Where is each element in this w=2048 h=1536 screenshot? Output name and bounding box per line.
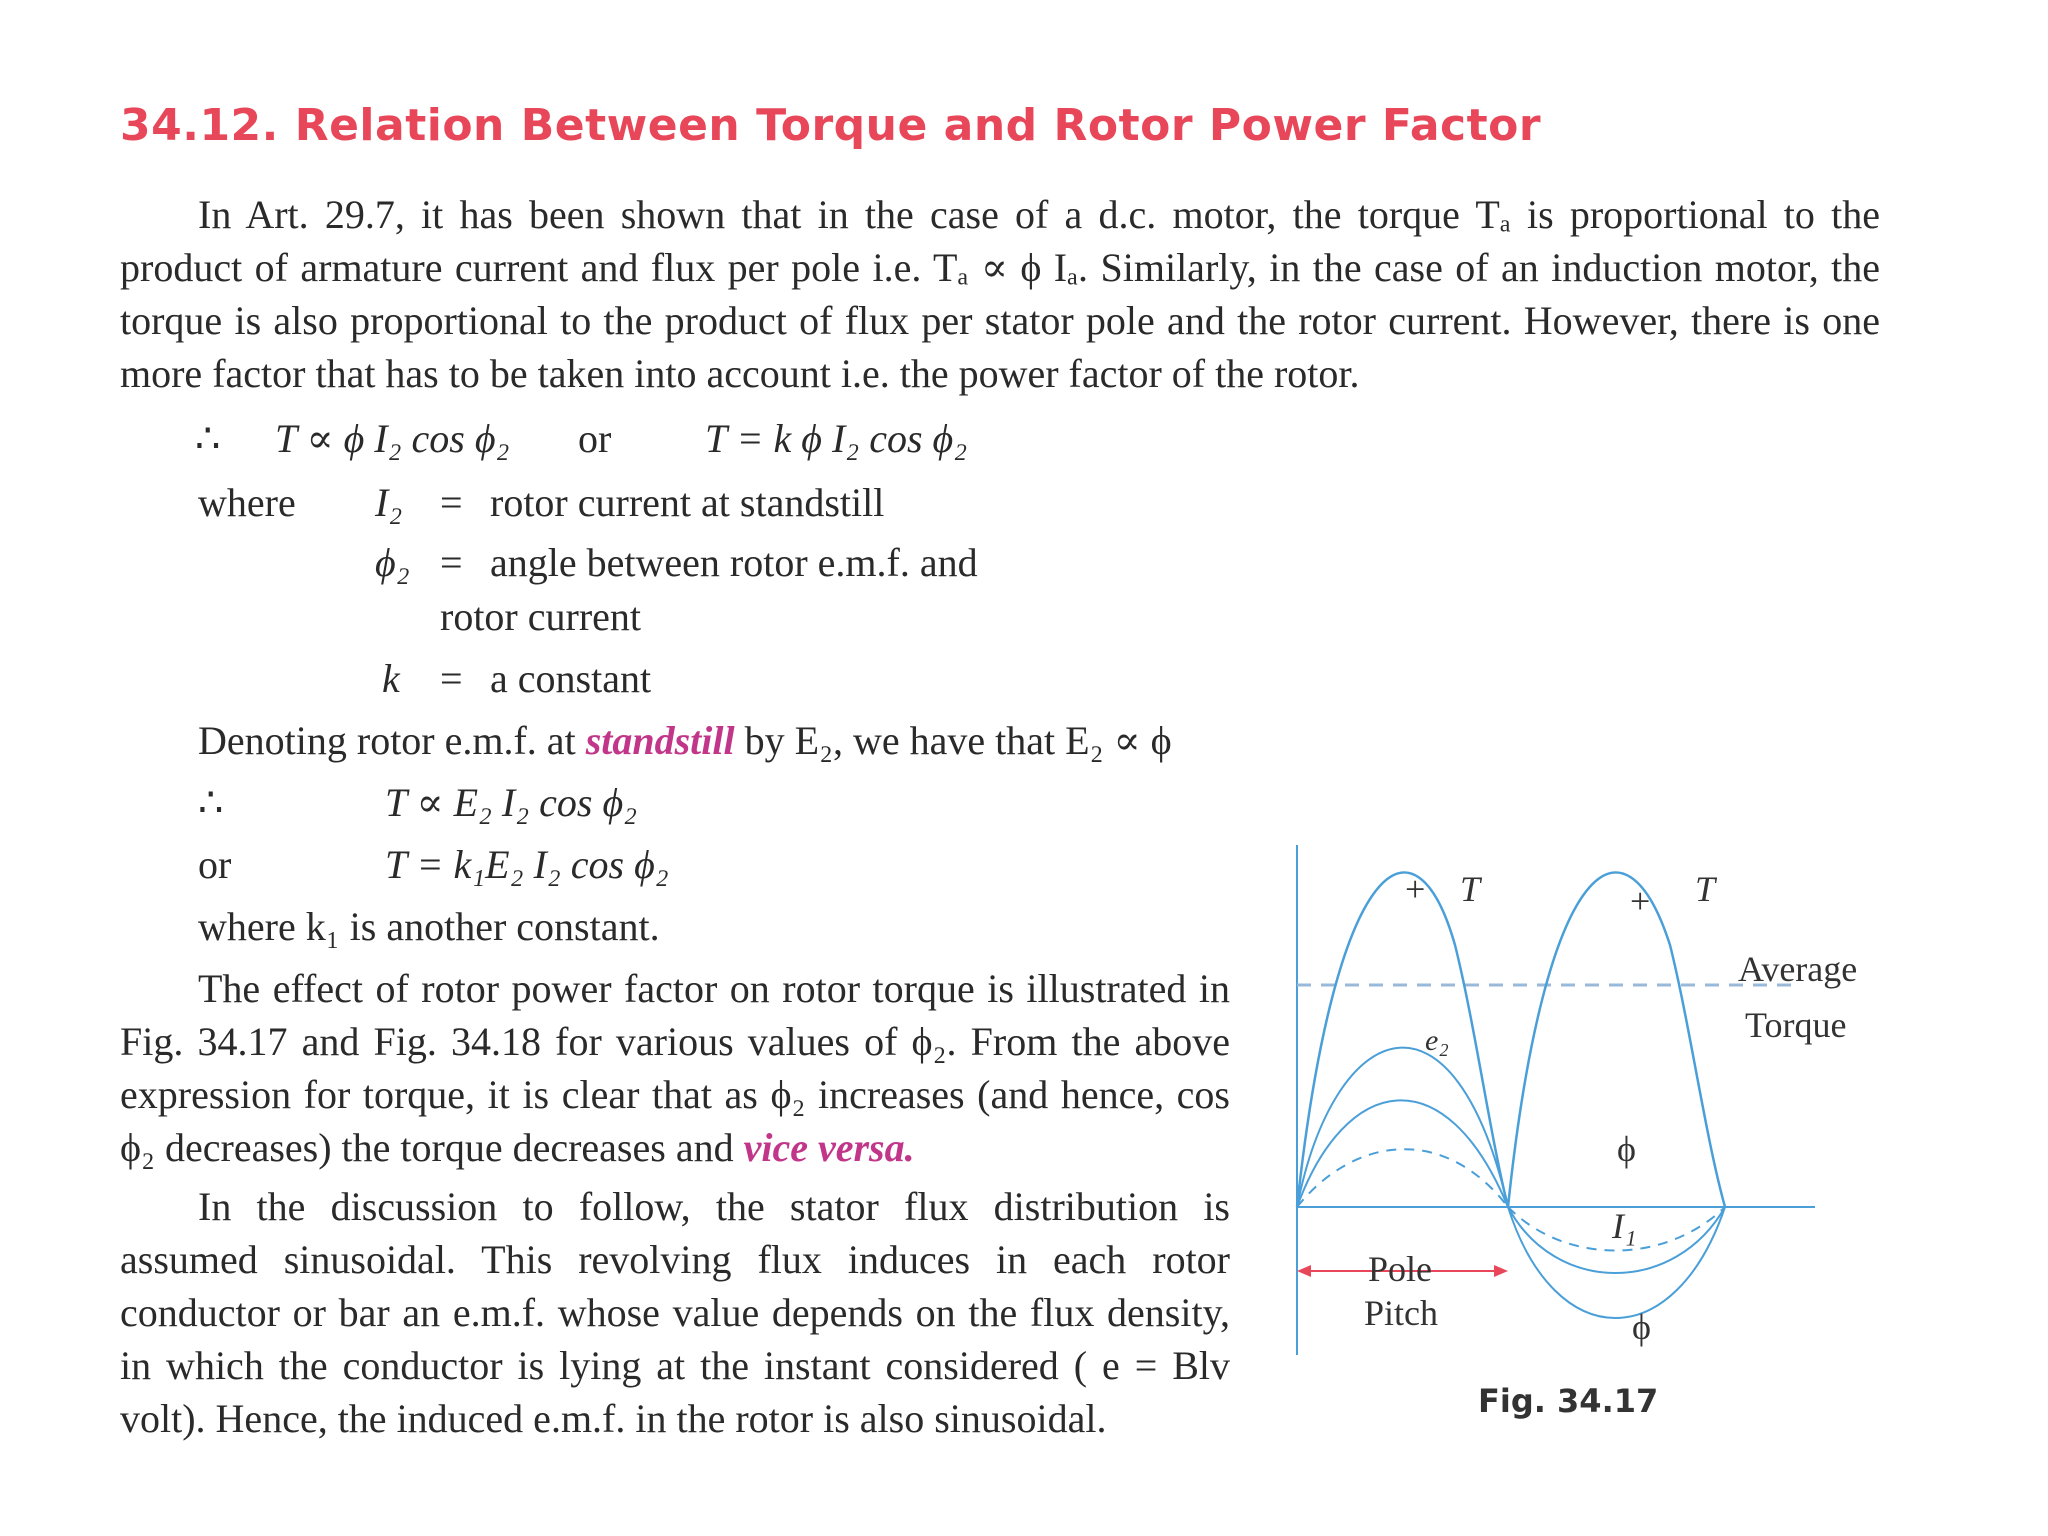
plus-sign-left: +: [1405, 869, 1426, 909]
discussion-paragraph: In the discussion to follow, the stator flux distribution is assumed sinusoidal. This revolving flux induces in each rotor conductor or bar an e.m.f. whose value depends on the flux density, in which the conductor is lying at the instant considered ( e = Blv volt). Hence, the induced e.m.f. in the rotor is also sinusoidal.: [120, 1184, 1230, 1441]
eq2-therefore: ∴: [198, 780, 224, 825]
torque-label-left: T: [1460, 869, 1481, 909]
intro-paragraph: In Art. 29.7, it has been shown that in the case of a d.c. motor, the torque Tₐ is proportional to the product of armature current and flux per pole i.e. Tₐ ∝ ϕ Iₐ. Similarly, in the case of an induction motor, the torque is also proportional to the product of flux per stator pole and the rotor current. However, there is one more factor that has to be taken into account i.e. the power factor of the rotor.: [120, 192, 1880, 396]
plus-sign-right: +: [1630, 881, 1651, 921]
pitch-label: Pitch: [1364, 1293, 1439, 1333]
eq1-or: or: [578, 416, 612, 461]
emf-curve-left: [1297, 1100, 1508, 1207]
def-symbol-phi2: ϕ₂: [375, 540, 410, 585]
vice-versa-highlight: vice versa.: [743, 1125, 915, 1170]
pole-pitch-arrow-right-head: [1494, 1265, 1508, 1277]
pole-label: Pole: [1368, 1249, 1433, 1289]
eq3-expression: T = k₁E₂ I₂ cos ϕ₂: [385, 842, 669, 887]
torque-curve-left: [1297, 872, 1508, 1207]
flux-curve-left: [1297, 1048, 1508, 1207]
torque-label-caption: Torque: [1745, 1005, 1847, 1045]
denoting-line: Denoting rotor e.m.f. at standstill by E₂, we have that E₂ ∝ ϕ: [198, 718, 1172, 763]
def-text-phi2-cont: rotor current: [440, 594, 642, 639]
effect-paragraph: The effect of rotor power factor on rotor torque is illustrated in Fig. 34.17 and Fig. 34.18 for various values of ϕ₂. From the above expression for torque, it is clear that as ϕ₂ increases (and hence, cos ϕ₂ decreases) the torque decreases and vice versa.: [120, 966, 1230, 1170]
def-equals-phi2: =: [440, 540, 463, 585]
def-text-phi2: angle between rotor e.m.f. and: [490, 540, 978, 585]
figure-caption: Fig. 34.17: [1478, 1382, 1659, 1420]
def-symbol-i2: I₂: [375, 480, 403, 525]
emf-label: e₂: [1425, 1024, 1449, 1057]
flux-label-lower: ϕ: [1632, 1307, 1651, 1347]
eq3-or: or: [198, 842, 232, 887]
def-text-k: a constant: [490, 656, 652, 701]
def-equals-i2: =: [440, 480, 463, 525]
pole-pitch-arrow-left-head: [1297, 1265, 1311, 1277]
def-equals-k: =: [440, 656, 463, 701]
current-label: I₁: [1612, 1206, 1637, 1246]
def-symbol-k: k: [382, 656, 400, 701]
torque-label-right: T: [1695, 869, 1716, 909]
where-label: where: [198, 480, 296, 525]
section-title: 34.12. Relation Between Torque and Rotor Power Factor: [120, 100, 1542, 151]
current-curve-left: [1297, 1149, 1508, 1207]
eq1-rhs: T = k ϕ I₂ cos ϕ₂: [705, 416, 968, 461]
eq1-lhs: T ∝ ϕ I₂ cos ϕ₂: [275, 416, 510, 461]
eq1-therefore: ∴: [195, 416, 221, 461]
standstill-highlight: standstill: [585, 718, 735, 763]
eq2-expression: T ∝ E₂ I₂ cos ϕ₂: [385, 780, 638, 825]
flux-label-upper: ϕ: [1617, 1129, 1636, 1169]
where-k1-line: where k₁ is another constant.: [198, 904, 660, 949]
average-label: Average: [1738, 949, 1858, 989]
def-text-i2: rotor current at standstill: [490, 480, 885, 525]
